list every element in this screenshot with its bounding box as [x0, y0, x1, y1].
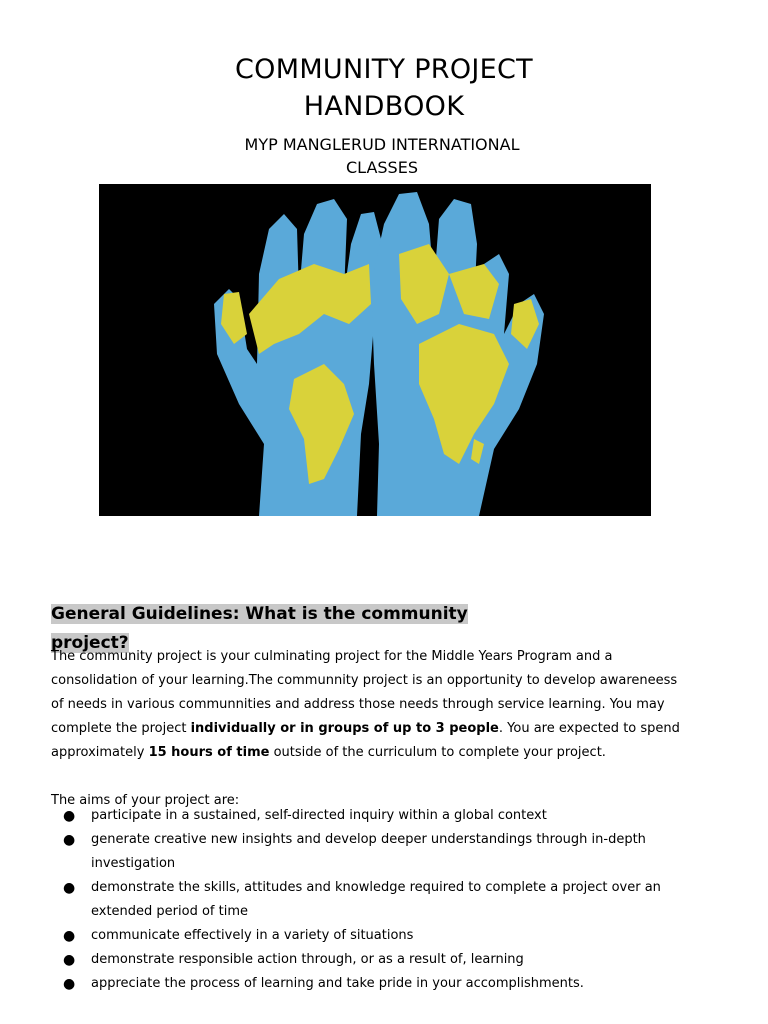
bullet-icon: ●: [63, 880, 76, 896]
list-item: [51, 972, 681, 996]
bullet-icon: ●: [63, 976, 76, 992]
list-item: [51, 924, 681, 948]
section-heading-text: General Guidelines: What is the community project?: [51, 604, 468, 653]
subtitle-line-1: MYP MANGLERUD INTERNATIONAL: [244, 135, 520, 154]
intro-text-part-3: outside of the curriculum to complete your project.: [269, 745, 606, 760]
aims-list: [51, 804, 681, 996]
intro-text-part-1: The community project is your culminating project for the Middle Years Program and a consolidation of your learning.The communnity project is an opportunity to develop awareneess of needs in various communnities and address those needs through service learning. You may complete the project: [51, 649, 678, 736]
list-item: [51, 876, 681, 924]
document-subtitle: [0, 133, 764, 179]
world-map-hands-image: [99, 184, 651, 516]
title-line-2: HANDBOOK: [303, 91, 465, 122]
aim-text: appreciate the process of learning and take pride in your accomplishments.: [91, 976, 584, 991]
intro-bold-hours: 15 hours of time: [148, 745, 270, 760]
aim-text: communicate effectively in a variety of situations: [91, 928, 414, 943]
list-item: [51, 828, 681, 876]
aim-text: demonstrate responsible action through, or as a result of, learning: [91, 952, 524, 967]
intro-paragraph: [51, 645, 681, 765]
bullet-icon: ●: [63, 928, 76, 944]
title-line-1: COMMUNITY PROJECT: [235, 54, 533, 85]
hero-image: [99, 184, 651, 516]
bullet-icon: ●: [63, 832, 76, 848]
aims-intro: The aims of your project are:: [51, 793, 240, 808]
list-item: [51, 948, 681, 972]
intro-text-part-2: . You are expected to spend approximately: [51, 721, 680, 760]
document-title: [0, 51, 768, 125]
bullet-icon: ●: [63, 952, 76, 968]
aim-text: participate in a sustained, self-directed inquiry within a global context: [91, 808, 547, 823]
aim-text: generate creative new insights and develop deeper understandings through in-depth investigation: [91, 832, 646, 871]
list-item: [51, 804, 681, 828]
intro-bold-group-size: individually or in groups of up to 3 people: [190, 721, 499, 736]
bullet-icon: ●: [63, 808, 76, 824]
subtitle-line-2: CLASSES: [346, 158, 418, 177]
aim-text: demonstrate the skills, attitudes and knowledge required to complete a project over an extended period of time: [91, 880, 661, 919]
